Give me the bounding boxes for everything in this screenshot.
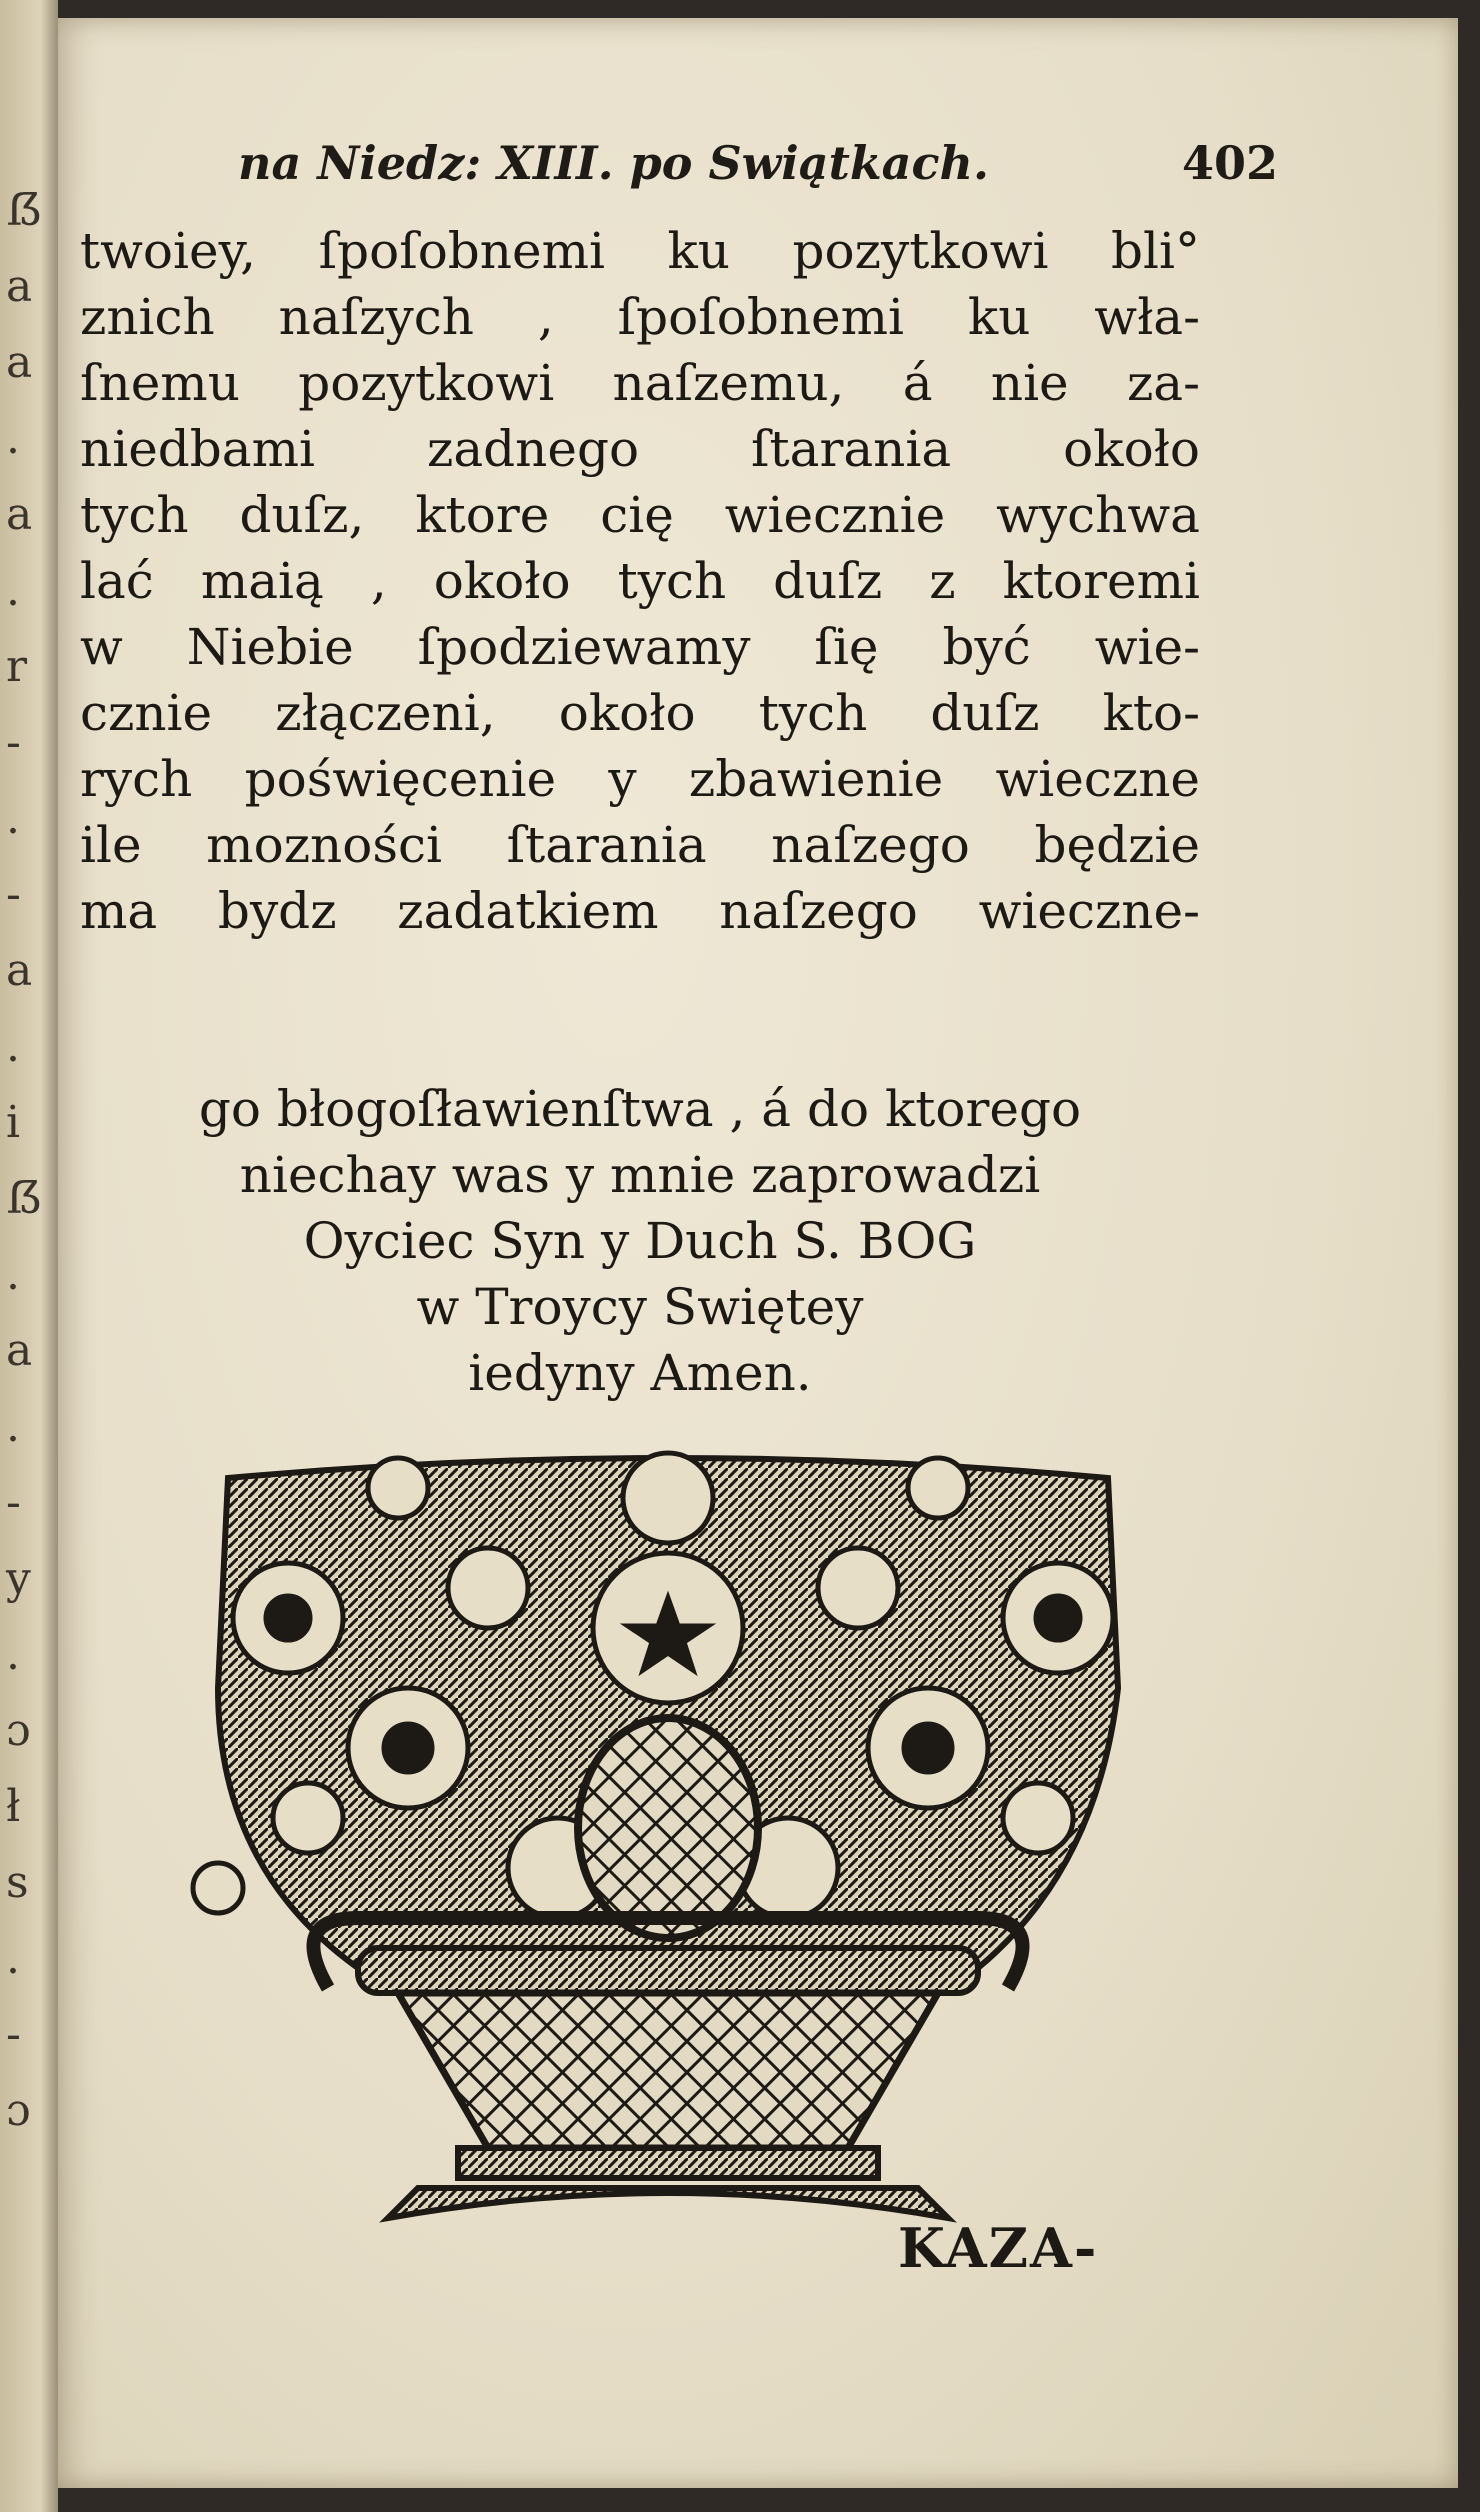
closing-text	[80, 1076, 1200, 1406]
previous-page-fragment: a	[6, 1325, 33, 1376]
previous-page-fragment: a	[6, 261, 33, 312]
body-line: znich naſzych , ſpoſobnemi ku wła-	[80, 288, 1200, 346]
body-line: niedbami zadnego ſtarania około	[80, 420, 1200, 478]
closing-line: iedyny Amen.	[468, 1344, 812, 1402]
closing-line: go błogoſławienſtwa , á do ktorego	[198, 1080, 1082, 1138]
previous-page-fragment: i	[6, 1097, 21, 1148]
body-line: ſnemu pozytkowi naſzemu, á nie za-	[80, 354, 1200, 412]
body-line: lać maią , około tych duſz z ktoremi	[80, 552, 1200, 610]
body-line: ile mozności ſtarania naſzego będzie	[80, 816, 1200, 874]
body-line: twoiey, ſpoſobnemi ku pozytkowi bli°	[80, 222, 1200, 280]
previous-page-fragment: a	[6, 337, 33, 388]
previous-page-fragment: ɔ	[6, 1705, 31, 1756]
body-line: tych duſz, ktore cię wiecznie wychwa	[80, 486, 1200, 544]
previous-page-fragment: -	[6, 2009, 21, 2060]
body-text	[80, 218, 1200, 944]
running-title: na Niedz: XIII. po Swiątkach.	[238, 136, 989, 190]
previous-page-fragment: .	[6, 1629, 20, 1680]
previous-page-fragment: .	[6, 793, 20, 844]
body-line: cznie złączeni, około tych duſz kto-	[80, 684, 1200, 742]
closing-line: w Troycy Swiętey	[416, 1278, 864, 1336]
running-header	[238, 136, 1278, 190]
previous-page-fragment: -	[6, 1477, 21, 1528]
previous-page-fragment: r	[6, 641, 28, 692]
previous-page-fragment: s	[6, 1857, 29, 1908]
previous-page-fragment: .	[6, 1021, 20, 1072]
body-line: rych poświęcenie y zbawienie wieczne	[80, 750, 1200, 808]
previous-page-text-fragments	[0, 0, 58, 2512]
previous-page-fragment: ɔ	[6, 2085, 31, 2136]
previous-page-fragment: y	[6, 1553, 31, 1604]
flower-basket-woodcut-icon	[158, 1448, 1178, 2238]
previous-page-fragment: ẞ	[6, 1173, 43, 1224]
previous-page-fragment: .	[6, 1933, 20, 1984]
page-number: 402	[1181, 136, 1278, 190]
previous-page-fragment: .	[6, 1249, 20, 1300]
body-line: ma bydz zadatkiem naſzego wieczne-	[80, 882, 1200, 940]
closing-line: Oyciec Syn y Duch S. BOG	[303, 1212, 977, 1270]
previous-page-fragment: .	[6, 1401, 20, 1452]
previous-page-fragment: -	[6, 869, 21, 920]
catchword: KAZA-	[898, 2216, 1099, 2280]
body-line: w Niebie ſpodziewamy ſię być wie-	[80, 618, 1200, 676]
previous-page-fragment: .	[6, 413, 20, 464]
previous-page-fragment: ł	[6, 1781, 21, 1832]
closing-line: niechay was y mnie zaprowadzi	[239, 1146, 1041, 1204]
previous-page-fragment: -	[6, 717, 21, 768]
previous-page-fragment: a	[6, 489, 33, 540]
previous-page-fragment: .	[6, 565, 20, 616]
previous-page-fragment: ẞ	[6, 185, 43, 236]
book-page	[58, 18, 1458, 2488]
previous-page-fragment: a	[6, 945, 33, 996]
previous-page-edge	[0, 0, 58, 2512]
